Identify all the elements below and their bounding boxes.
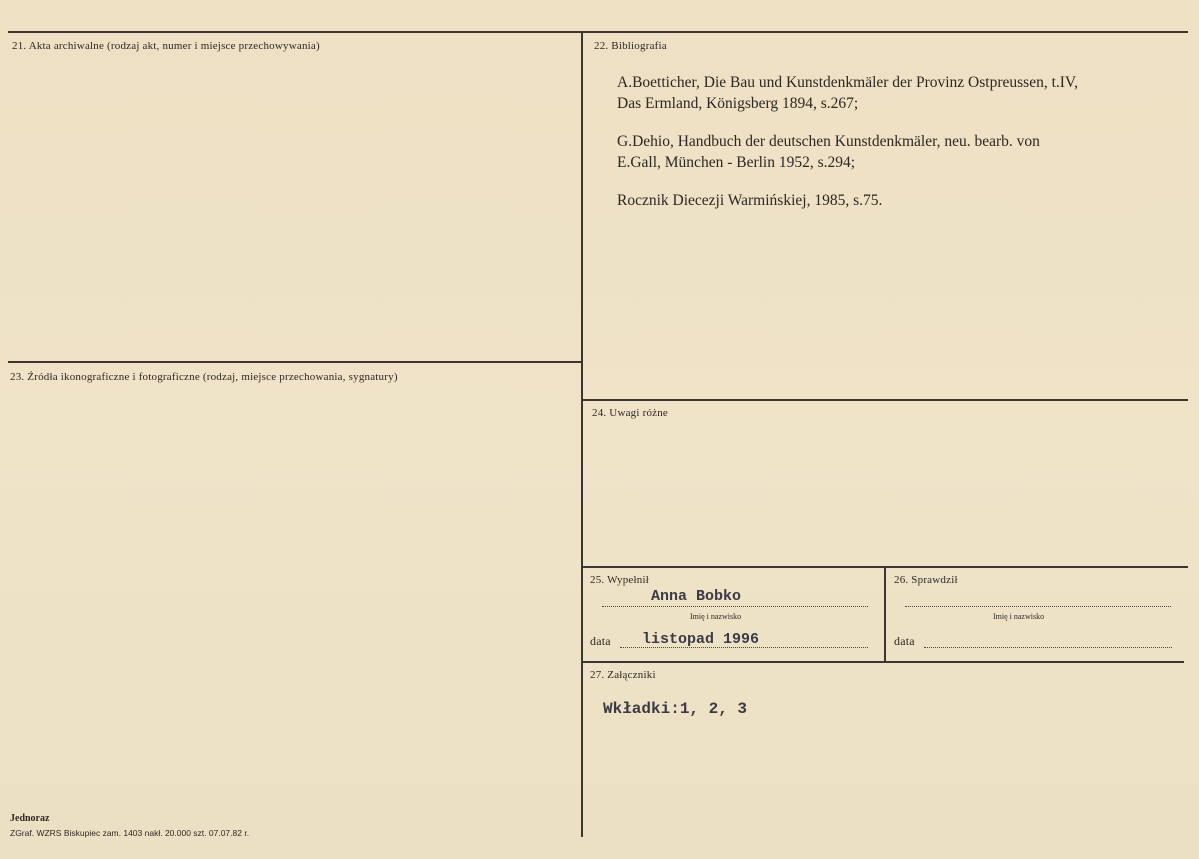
bibliography-entry-1-line-2: Das Ermland, Königsberg 1894, s.267; bbox=[617, 95, 859, 112]
divider-21-23 bbox=[8, 361, 582, 363]
filled-by-date-label: data bbox=[590, 634, 611, 648]
section-21-label: 21. Akta archiwalne (rodzaj akt, numer i miejsce przechowywania) bbox=[12, 40, 320, 52]
filled-by-name: Anna Bobko bbox=[651, 588, 742, 605]
divider-25-27 bbox=[582, 661, 1184, 663]
divider-25-26 bbox=[884, 566, 886, 662]
checked-by-name-caption: Imię i nazwisko bbox=[993, 612, 1045, 621]
bibliography-entry-2-line-1: G.Dehio, Handbuch der deutschen Kunstdenkmäler, neu. bearb. von bbox=[617, 133, 1040, 150]
section-27-label: 27. Załączniki bbox=[590, 669, 656, 681]
center-divider bbox=[581, 31, 583, 837]
checked-by-name-line bbox=[905, 606, 1171, 607]
footer-line-1: Jednoraz bbox=[10, 813, 50, 824]
bibliography-entry-3: Rocznik Diecezji Warmińskiej, 1985, s.75. bbox=[617, 192, 883, 209]
checked-by-date-label: data bbox=[894, 634, 915, 648]
filled-by-date-value: listopad 1996 bbox=[642, 631, 760, 648]
section-22-label: 22. Bibliografia bbox=[594, 40, 667, 52]
bibliography-entry-1-line-1: A.Boetticher, Die Bau und Kunstdenkmäler der Provinz Ostpreussen, t.IV, bbox=[617, 74, 1078, 91]
bibliography-entry-2-line-2: E.Gall, München - Berlin 1952, s.294; bbox=[617, 154, 856, 171]
filled-by-name-line bbox=[602, 606, 868, 607]
footer-line-2: ZGraf. WZRS Biskupiec zam. 1403 nakł. 20.000 szt. 07.07.82 r. bbox=[10, 828, 250, 838]
checked-by-date-line bbox=[924, 647, 1172, 648]
section-23-label: 23. Źródła ikonograficzne i fotograficzne (rodzaj, miejsce przechowania, sygnatury) bbox=[10, 371, 398, 383]
attachments-value: Wkładki:1, 2, 3 bbox=[603, 700, 748, 718]
section-26-label: 26. Sprawdził bbox=[894, 574, 958, 586]
top-border bbox=[8, 31, 1188, 33]
section-25-label: 25. Wypełnił bbox=[590, 574, 649, 586]
divider-22-24 bbox=[582, 399, 1188, 401]
section-24-label: 24. Uwagi różne bbox=[592, 407, 669, 419]
filled-by-name-caption: Imię i nazwisko bbox=[690, 612, 742, 621]
